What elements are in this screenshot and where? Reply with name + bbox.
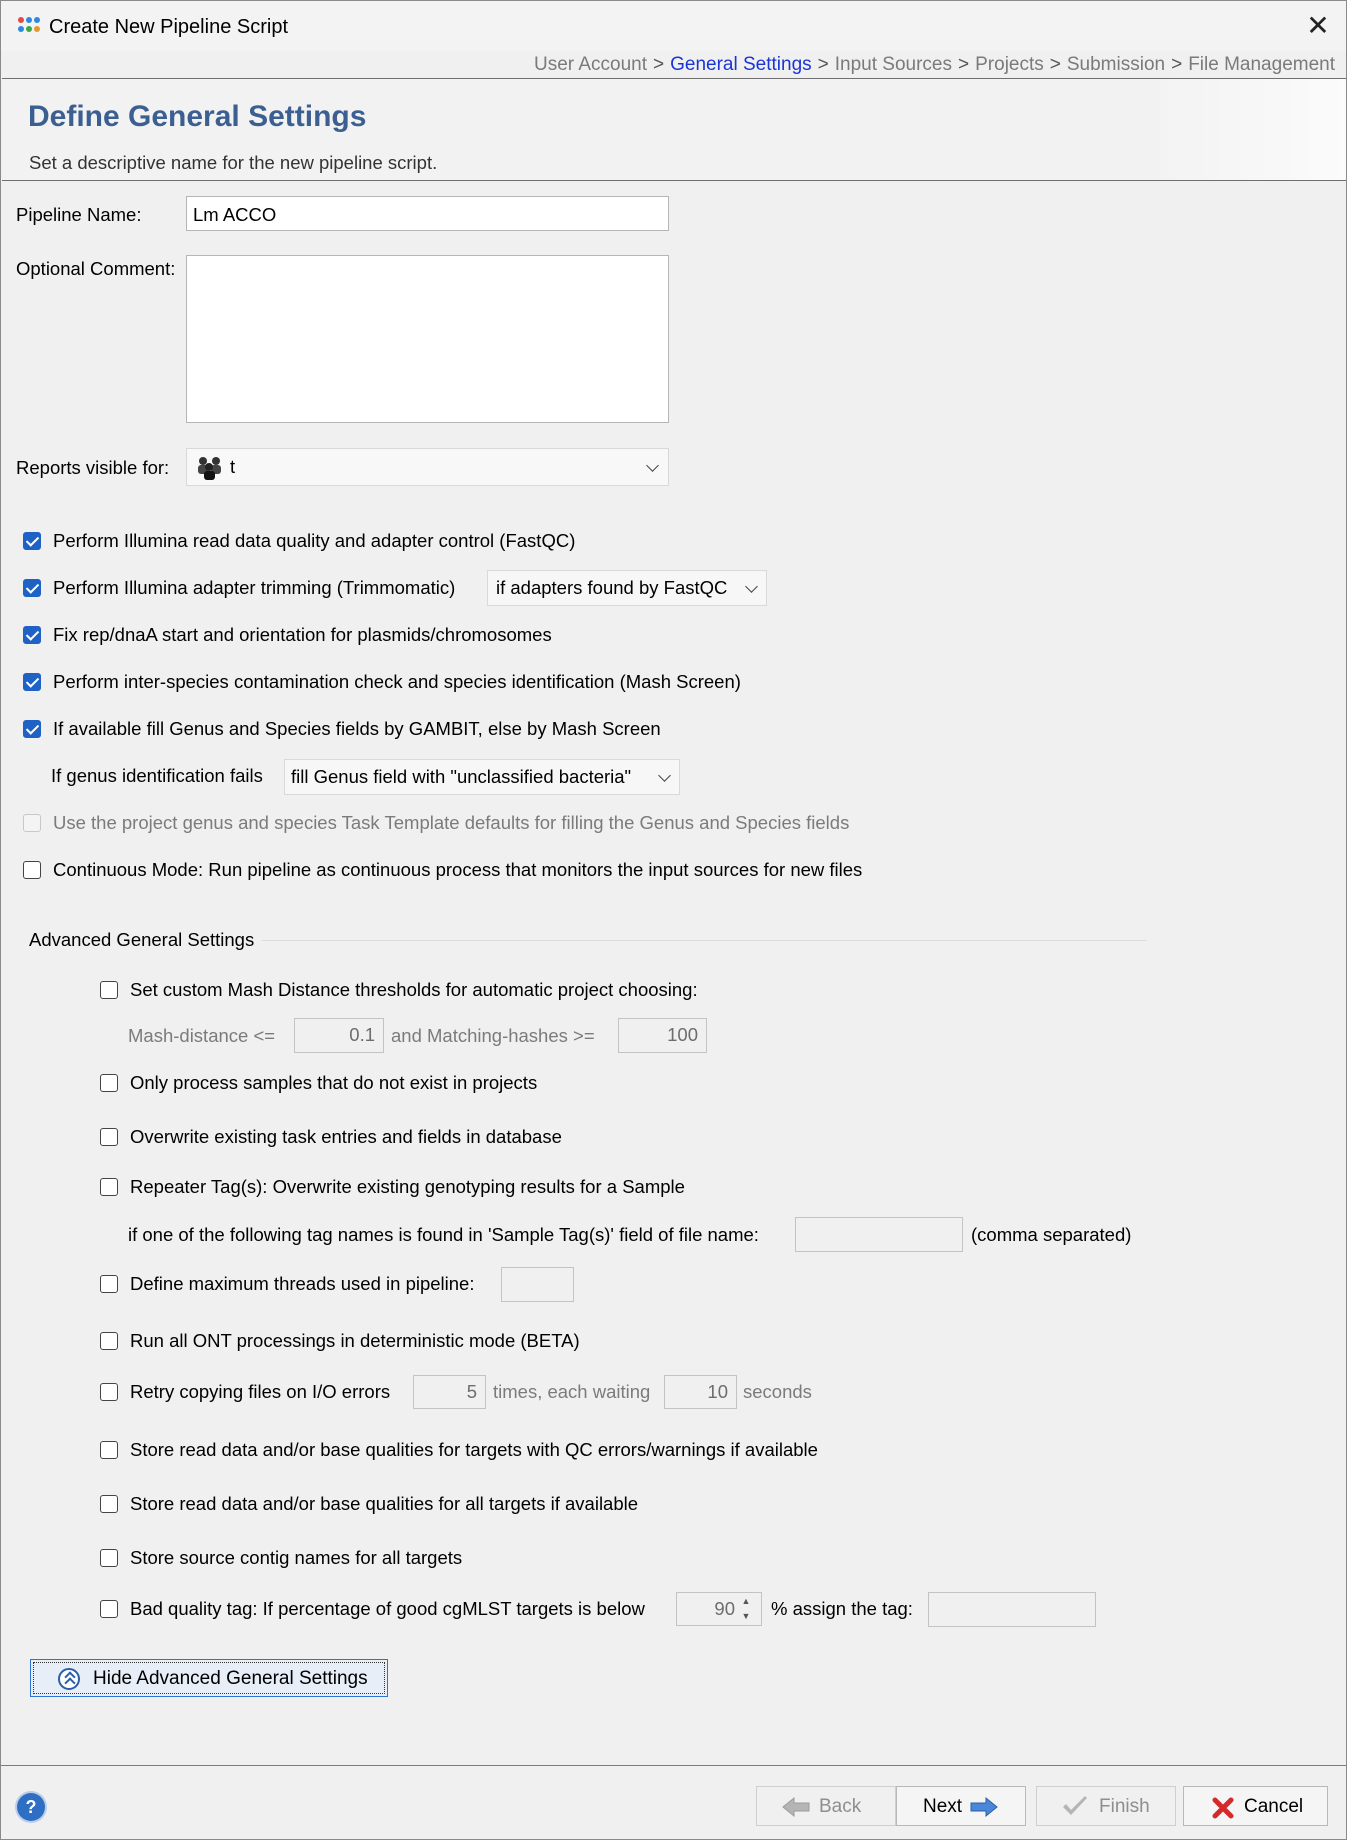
app-icon	[18, 17, 40, 37]
matching-hashes-input[interactable]: 100	[618, 1018, 707, 1053]
matching-hashes-label: and Matching-hashes >=	[391, 1025, 595, 1046]
gambit-label: If available fill Genus and Species fields by GAMBIT, else by Mash Screen	[53, 718, 661, 739]
back-arrow-icon	[781, 1796, 811, 1818]
mash-screen-label: Perform inter-species contamination check and species identification (Mash Screen)	[53, 671, 741, 692]
overwrite-entries-label: Overwrite existing task entries and fields in database	[130, 1126, 562, 1147]
repeater-tags-suffix: (comma separated)	[971, 1224, 1132, 1245]
repeater-tags-sub-label: if one of the following tag names is found in 'Sample Tag(s)' field of file name:	[128, 1224, 759, 1245]
back-label: Back	[819, 1796, 862, 1817]
genus-fail-value: fill Genus field with "unclassified bacteria"	[291, 766, 632, 787]
pipeline-name-label: Pipeline Name:	[16, 204, 142, 225]
fix-rep-label: Fix rep/dnaA start and orientation for plasmids/chromosomes	[53, 624, 552, 645]
bad-quality-label: Bad quality tag: If percentage of good cgMLST targets is below	[130, 1598, 645, 1619]
retry-seconds-input[interactable]: 10	[664, 1375, 737, 1409]
mash-distance-label: Mash-distance <=	[128, 1025, 276, 1046]
mash-thresholds-label: Set custom Mash Distance thresholds for automatic project choosing:	[130, 979, 698, 1000]
store-contig-checkbox[interactable]	[100, 1549, 118, 1567]
chevron-down-icon	[646, 459, 659, 472]
repeater-tags-label: Repeater Tag(s): Overwrite existing genotyping results for a Sample	[130, 1176, 685, 1197]
chevron-down-icon	[658, 769, 671, 782]
trimmomatic-mode-select[interactable]	[487, 570, 767, 606]
breadcrumb-step-file-management: File Management	[1188, 54, 1335, 75]
bad-quality-suffix: % assign the tag:	[771, 1598, 913, 1619]
comment-label: Optional Comment:	[16, 258, 176, 279]
bad-quality-tag-input[interactable]	[928, 1592, 1096, 1627]
trimmomatic-mode-value: if adapters found by FastQC	[496, 577, 728, 598]
gambit-checkbox[interactable]	[23, 720, 41, 738]
cancel-label: Cancel	[1244, 1796, 1304, 1817]
store-all-label: Store read data and/or base qualities for all targets if available	[130, 1493, 639, 1514]
ont-deterministic-checkbox[interactable]	[100, 1332, 118, 1350]
genus-fail-select[interactable]	[284, 759, 680, 795]
page-title: Define General Settings	[28, 100, 367, 133]
max-threads-input[interactable]	[501, 1267, 574, 1302]
max-threads-checkbox[interactable]	[100, 1275, 118, 1293]
finish-button[interactable]	[1036, 1786, 1176, 1826]
project-defaults-checkbox[interactable]	[23, 814, 41, 832]
comment-textarea[interactable]	[186, 255, 669, 423]
mash-distance-input[interactable]: 0.1	[294, 1018, 384, 1053]
breadcrumb-separator: >	[1049, 54, 1061, 75]
finish-label: Finish	[1099, 1796, 1150, 1817]
pipeline-name-input[interactable]	[186, 196, 669, 231]
hide-advanced-button[interactable]	[30, 1659, 388, 1697]
trimmomatic-label: Perform Illumina adapter trimming (Trimmomatic)	[53, 577, 456, 598]
fix-rep-checkbox[interactable]	[23, 626, 41, 644]
trimmomatic-checkbox[interactable]	[23, 579, 41, 597]
overwrite-entries-checkbox[interactable]	[100, 1128, 118, 1146]
only-new-samples-checkbox[interactable]	[100, 1074, 118, 1092]
mash-thresholds-checkbox[interactable]	[100, 981, 118, 999]
retry-copy-checkbox[interactable]	[100, 1383, 118, 1401]
page-subtitle: Set a descriptive name for the new pipeline script.	[29, 152, 438, 173]
ont-deterministic-label: Run all ONT processings in deterministic mode (BETA)	[130, 1330, 580, 1351]
back-button[interactable]	[756, 1786, 896, 1826]
advanced-section-title: Advanced General Settings	[29, 929, 255, 950]
continuous-mode-label: Continuous Mode: Run pipeline as continuous process that monitors the input sources for new files	[53, 859, 863, 880]
cancel-x-icon	[1212, 1797, 1234, 1819]
help-icon[interactable]: ?	[17, 1793, 45, 1821]
spin-down-icon[interactable]: ▼	[741, 1611, 751, 1621]
section-divider	[262, 940, 1147, 941]
next-arrow-icon	[969, 1796, 999, 1818]
continuous-mode-checkbox[interactable]	[23, 861, 41, 879]
spin-up-icon[interactable]: ▲	[741, 1596, 751, 1606]
chevron-down-icon	[745, 580, 758, 593]
project-defaults-label: Use the project genus and species Task Template defaults for filling the Genus and Species fields	[53, 812, 850, 833]
next-label: Next	[923, 1796, 963, 1817]
pipeline-name-value: Lm ACCO	[193, 204, 277, 225]
reports-visible-select[interactable]	[186, 448, 669, 486]
breadcrumb-separator: >	[958, 54, 970, 75]
breadcrumb	[534, 54, 1335, 76]
breadcrumb-step-projects: Projects	[975, 54, 1044, 75]
next-button[interactable]	[896, 1786, 1026, 1826]
reports-visible-value: t	[230, 456, 236, 477]
retry-times-label: times, each waiting	[493, 1381, 651, 1402]
footer-divider	[1, 1765, 1346, 1766]
close-icon[interactable]: ✕	[1306, 10, 1330, 41]
repeater-tags-checkbox[interactable]	[100, 1178, 118, 1196]
fastqc-checkbox[interactable]	[23, 532, 41, 550]
breadcrumb-separator: >	[1171, 54, 1183, 75]
repeater-tags-input[interactable]	[795, 1217, 963, 1252]
bad-quality-spinner[interactable]: 90	[676, 1592, 762, 1626]
breadcrumb-separator: >	[817, 54, 829, 75]
breadcrumb-step-user-account: User Account	[534, 54, 648, 75]
hide-advanced-label: Hide Advanced General Settings	[93, 1668, 368, 1689]
breadcrumb-step-submission: Submission	[1066, 54, 1166, 75]
collapse-up-icon	[58, 1668, 80, 1690]
mash-screen-checkbox[interactable]	[23, 673, 41, 691]
bad-quality-checkbox[interactable]	[100, 1600, 118, 1618]
window-title: Create New Pipeline Script	[49, 16, 288, 38]
genus-fail-label: If genus identification fails	[51, 765, 263, 786]
retry-times-input[interactable]: 5	[413, 1375, 486, 1409]
retry-seconds-label: seconds	[743, 1381, 812, 1402]
only-new-samples-label: Only process samples that do not exist in projects	[130, 1072, 538, 1093]
breadcrumb-step-general-settings: General Settings	[670, 54, 812, 75]
retry-copy-label: Retry copying files on I/O errors	[130, 1381, 391, 1402]
users-group-icon	[195, 455, 225, 481]
breadcrumb-separator: >	[653, 54, 665, 75]
title-bar	[1, 1, 1346, 51]
store-qc-checkbox[interactable]	[100, 1441, 118, 1459]
store-all-checkbox[interactable]	[100, 1495, 118, 1513]
fastqc-label: Perform Illumina read data quality and adapter control (FastQC)	[53, 530, 576, 551]
breadcrumb-step-input-sources: Input Sources	[834, 54, 953, 75]
cancel-button[interactable]	[1183, 1786, 1328, 1826]
store-contig-label: Store source contig names for all targets	[130, 1547, 463, 1568]
reports-visible-label: Reports visible for:	[16, 457, 170, 478]
max-threads-label: Define maximum threads used in pipeline:	[130, 1273, 475, 1294]
checkmark-icon	[1061, 1795, 1089, 1819]
store-qc-label: Store read data and/or base qualities for targets with QC errors/warnings if available	[130, 1439, 818, 1460]
